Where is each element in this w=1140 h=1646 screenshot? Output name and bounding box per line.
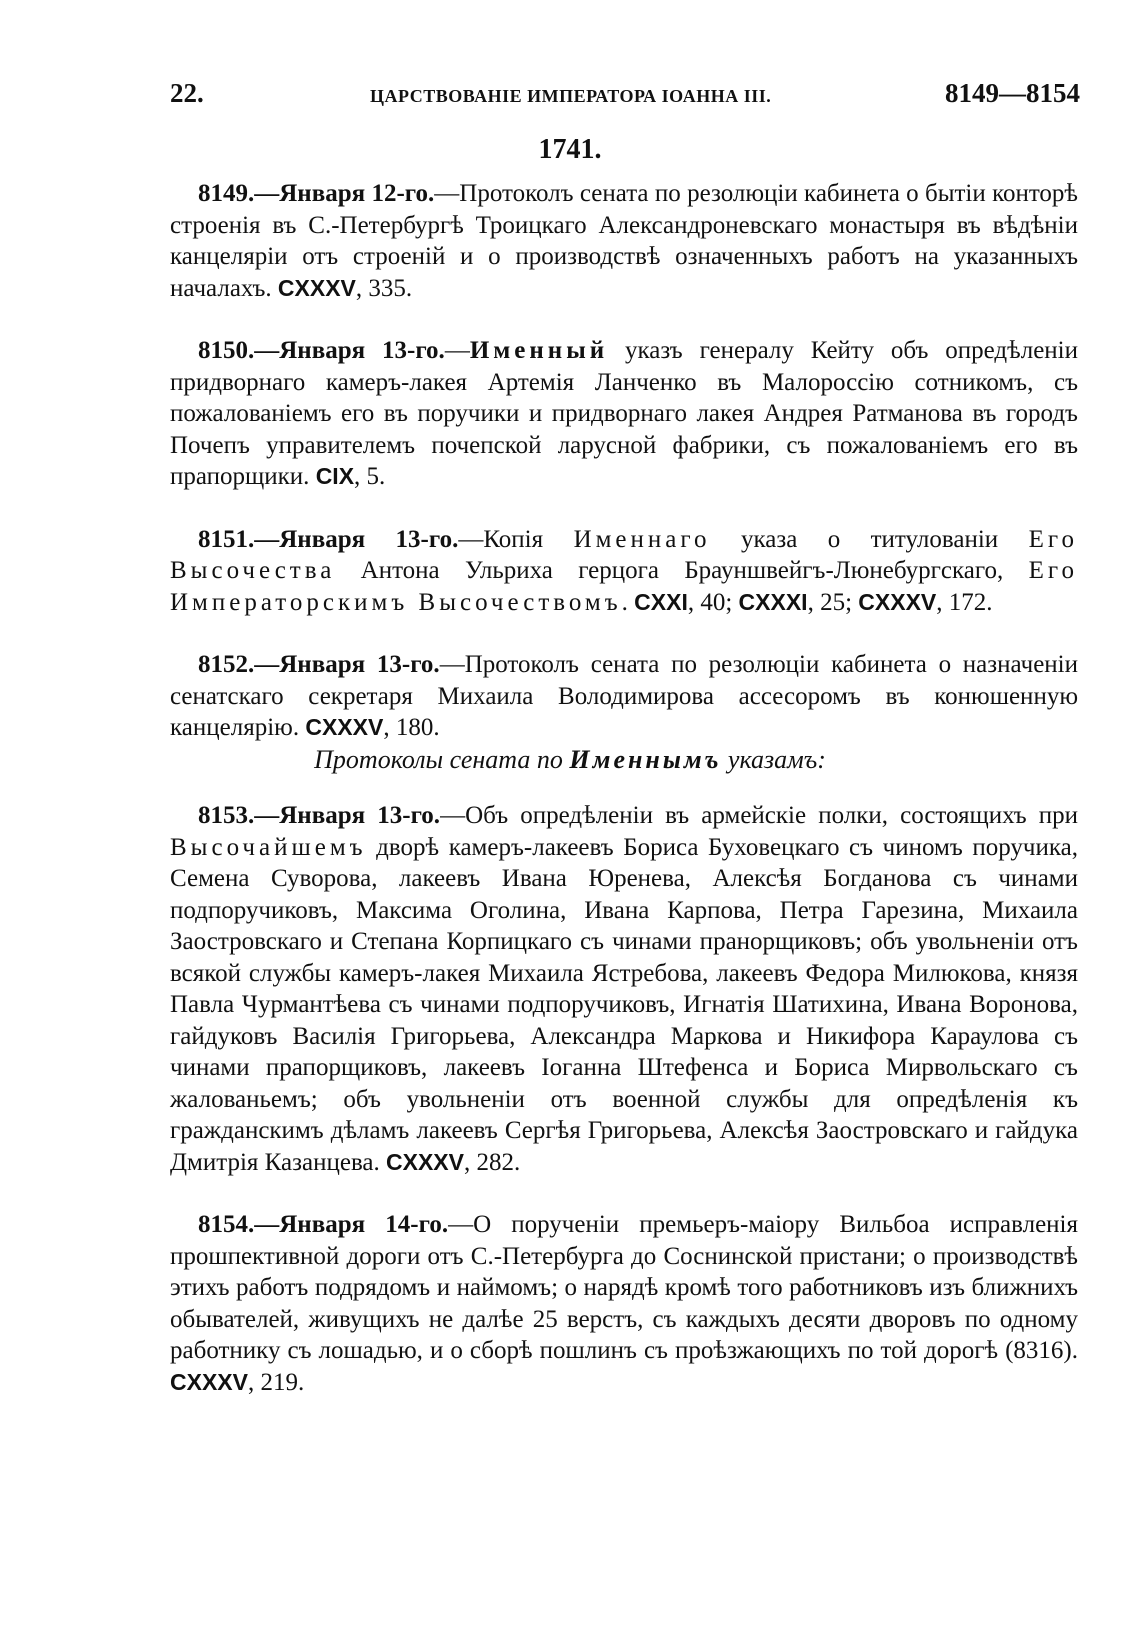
- entries-block-1: [170, 178, 1078, 744]
- section-heading-text: указамъ:: [721, 745, 826, 774]
- section-heading-text: Протоколы сената по: [314, 745, 570, 774]
- entry-number: 8153.: [198, 802, 255, 829]
- volume-reference: CXXXV: [277, 274, 356, 301]
- entry-text: —Копія: [458, 525, 574, 553]
- section-heading: [0, 745, 1140, 775]
- entry-text: —Объ опредѣленіи въ армейскіе полки, состоящихъ при: [440, 802, 1079, 829]
- entry-text: Антона Ульриха герцога Брауншвейгъ-Люнебургскаго,: [335, 557, 1029, 584]
- entry-number: 8152.: [198, 651, 255, 678]
- entries-block-2: [170, 800, 1078, 1398]
- reference-page: , 172.: [936, 588, 993, 616]
- entry-number: 8154.: [198, 1211, 255, 1238]
- reference-page: , 282.: [464, 1148, 521, 1176]
- spaced-word: Высочайшемъ: [170, 833, 367, 861]
- entry-date: —Января 12-го.: [254, 180, 435, 207]
- section-heading-spaced: Именнымъ: [569, 745, 722, 774]
- entry-dash: —: [444, 337, 470, 364]
- volume-reference: CXXXV: [170, 1368, 248, 1395]
- volume-reference: CXXI: [634, 588, 688, 615]
- spaced-word: Его Высочества: [170, 525, 1079, 584]
- running-head: [170, 78, 1080, 118]
- entry-text: указъ генералу Кейту объ опредѣленіи придворнаго камеръ-лакея Артемія Ланченко въ Малороссію сотникомъ, съ пожалованіемъ его въ поручики и придворнаго лакея Андрея Ратманова въ городъ Почепъ управителемъ почепской ларусной фабрики, съ пожалованіемъ его въ прапорщики.: [170, 337, 1078, 490]
- entry-8154: [170, 1209, 1078, 1398]
- volume-reference: CXXXV: [858, 588, 937, 615]
- spaced-word: Именнаго: [573, 525, 711, 553]
- entry-number: 8151.: [198, 525, 255, 553]
- entry-range: 8149—8154: [945, 78, 1080, 108]
- entry-date: —Января 13-го.: [254, 525, 459, 553]
- entry-number: 8150.: [198, 337, 255, 364]
- volume-reference: CXXXV: [386, 1148, 464, 1175]
- reference-page: , 219.: [247, 1368, 305, 1396]
- entry-8150: [170, 335, 1078, 493]
- entry-date: —Января 13-го.: [254, 337, 445, 364]
- entry-8153: [170, 800, 1078, 1178]
- reference-page: , 335.: [355, 274, 413, 302]
- entry-8149: [170, 178, 1078, 304]
- entry-text: дворѣ камеръ-лакеевъ Бориса Буховецкаго съ чиномъ поручика, Семена Суворова, лакеевъ Ивана Юренева, Алексѣя Богданова съ чинами подпоручиковъ, Максима Оголина, Ивана Карпова, Петра Гарезина, Михаила Заостровскаго и Степана Корпицкаго съ чинами пранорщиковъ; объ увольненіи отъ всякой службы камеръ-лакея Михаила Ястребова, лакеевъ Федора Милюкова, князя Павла Чурмантѣева съ чинами подпоручиковъ, Игнатія Шатихина, Ивана Воронова, гайдуковъ Василія Григорьева, Александра Маркова и Никифора Караулова съ чинами прапорщиковъ, лакеевъ Іоганна Штефенса и Бориса Мирвольскаго съ жалованьемъ; объ увольненіи отъ военной службы для опредѣленія къ гражданскимъ дѣламъ лакеевъ Сергѣя Григорьева, Алексѣя Заостровскаго и гайдука Дмитрія Казанцева.: [170, 833, 1078, 1176]
- entry-text: —О порученіи премьеръ-маіору Вильбоа исправленія прошпективной дороги отъ С.-Петербурга до Соснинской пристани; о производствѣ этихъ работъ подрядомъ и наймомъ; о нарядѣ кромѣ того работниковъ изъ ближнихъ обывателей, живущихъ не далѣе 25 верстъ, съ каждыхъ десяти дворовъ по одному работнику съ лошадью, и о сборѣ пошлинъ съ проѣзжающихъ по той дорогѣ (8316).: [170, 1211, 1079, 1364]
- entry-date: —Января 13-го.: [254, 651, 440, 678]
- running-title: ЦАРСТВОВАНІЕ ИМПЕРАТОРА ІОАННА III.: [370, 86, 772, 106]
- entry-8151: [170, 524, 1078, 619]
- year-heading: 1741.: [538, 134, 602, 165]
- volume-reference: CXXXV: [305, 714, 384, 740]
- spaced-word: Именный: [469, 337, 609, 364]
- entry-text: —Протоколъ сената по резолюціи кабинета о бытіи конторѣ строенія въ С.-Петербургѣ Троицкаго Александроневскаго монастыря въ вѣдѣніи канцеляріи отъ строеній и о производствѣ означенныхъ работъ на указанныхъ началахъ.: [170, 180, 1078, 302]
- entry-text: указа о титулованіи: [710, 525, 1029, 553]
- spaced-word: Его Императорскимъ Высочествомъ: [170, 557, 1078, 616]
- volume-reference: CIX: [315, 463, 355, 489]
- entry-text: —Протоколъ сената по резолюціи кабинета о назначеніи сенатскаго секретаря Михаила Володимирова ассесоромъ въ конюшенную канцелярію.: [170, 651, 1079, 741]
- reference-page: , 40;: [687, 588, 739, 616]
- entry-number: 8149.: [198, 180, 255, 207]
- entry-8152: [170, 649, 1078, 744]
- entry-text: .: [621, 588, 635, 616]
- volume-reference: CXXXI: [738, 588, 808, 615]
- entry-date: —Января 14-го.: [254, 1211, 449, 1238]
- reference-page: , 25;: [807, 588, 859, 616]
- reference-page: , 5.: [354, 463, 386, 490]
- page-number: 22.: [170, 78, 204, 108]
- entry-date: —Января 13-го.: [254, 802, 441, 829]
- reference-page: , 180.: [383, 714, 440, 741]
